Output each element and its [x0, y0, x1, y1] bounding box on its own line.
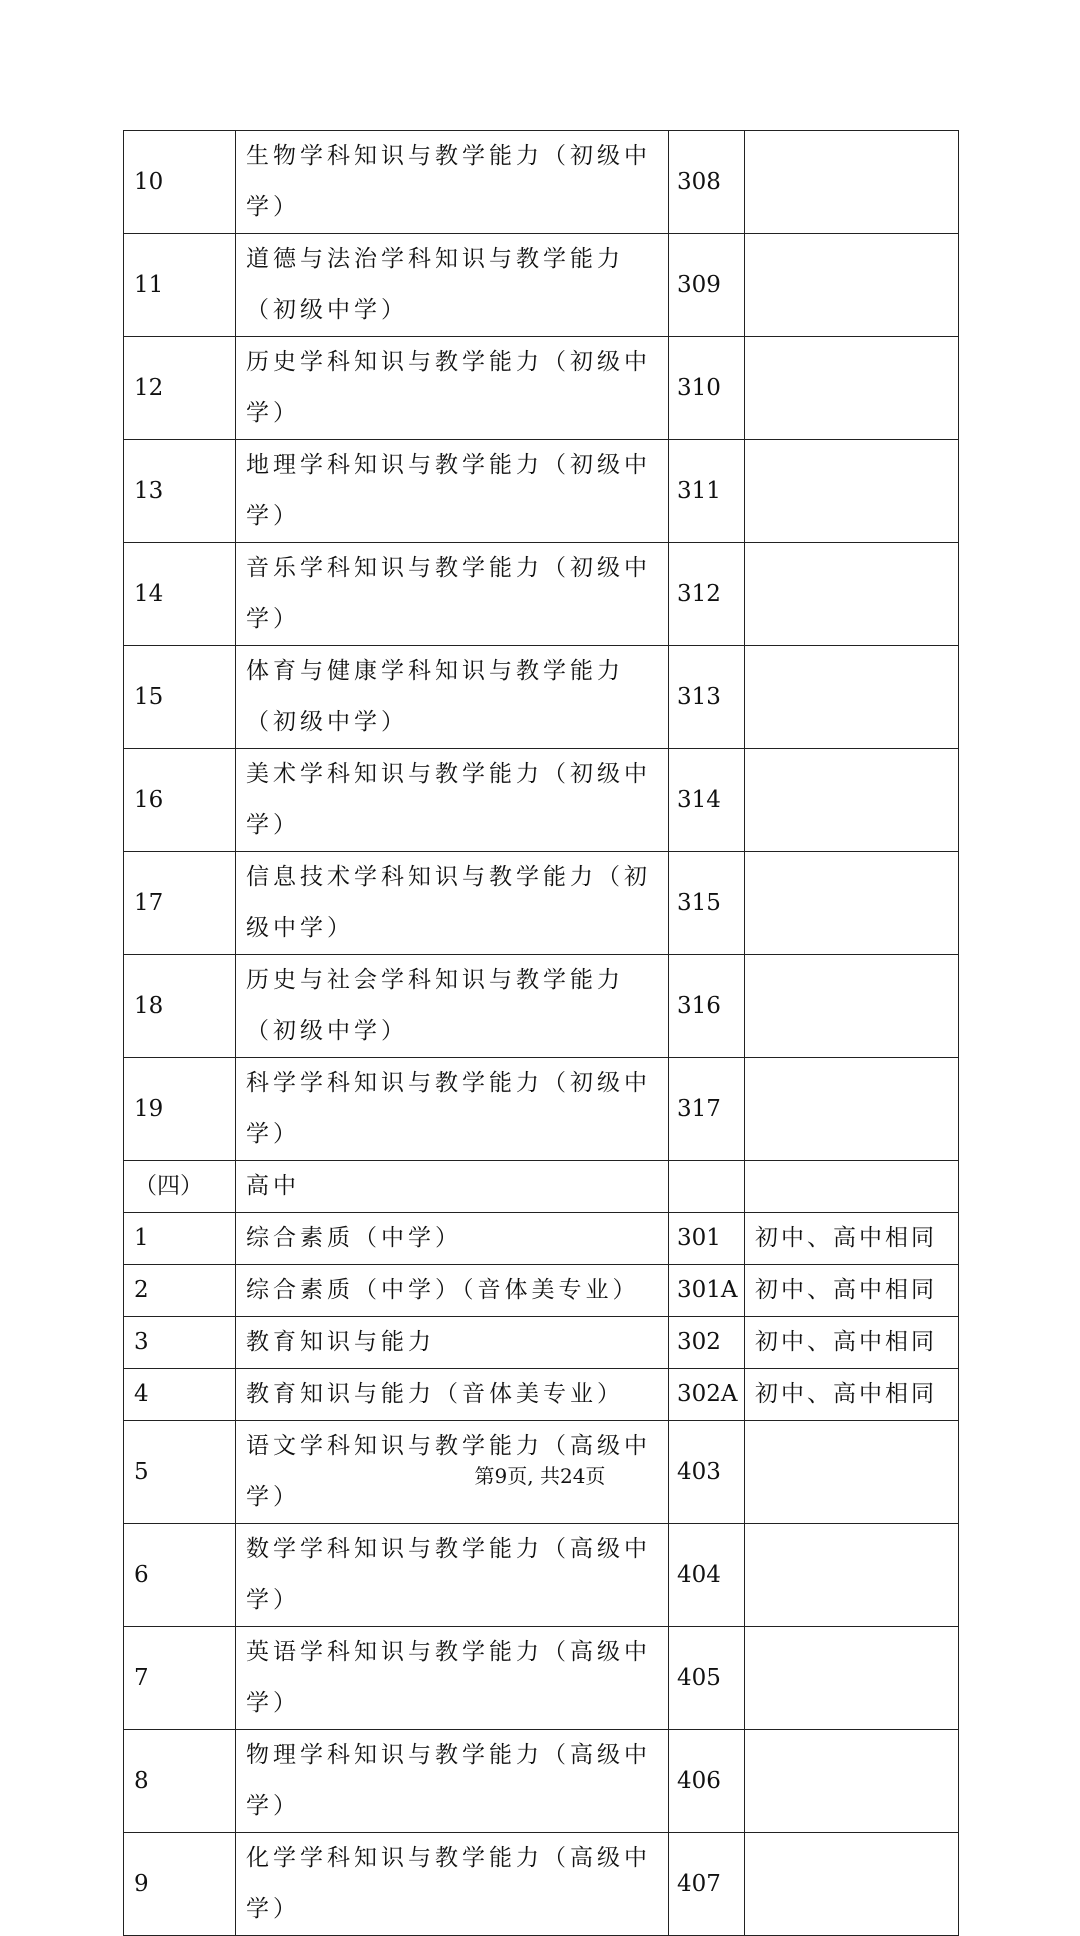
subject-name-cell: 道德与法治学科知识与教学能力（初级中学） — [236, 234, 669, 337]
row-number-cell: 9 — [124, 1833, 236, 1936]
subject-code-cell: 312 — [669, 543, 745, 646]
subject-code-cell: 317 — [669, 1058, 745, 1161]
subject-code-cell: 301A — [669, 1265, 745, 1317]
subject-code-cell: 404 — [669, 1524, 745, 1627]
subject-name-cell: 化学学科知识与教学能力（高级中学） — [236, 1833, 669, 1936]
row-number-cell: 11 — [124, 234, 236, 337]
subject-code-cell: 316 — [669, 955, 745, 1058]
subject-code-cell: 311 — [669, 440, 745, 543]
table-row — [124, 1317, 959, 1369]
subject-code-cell: 313 — [669, 646, 745, 749]
row-number-cell: 6 — [124, 1524, 236, 1627]
table-row — [124, 1161, 959, 1213]
row-number-cell: 13 — [124, 440, 236, 543]
table-row — [124, 955, 959, 1058]
table-row — [124, 852, 959, 955]
table-row — [124, 234, 959, 337]
remark-cell — [745, 131, 959, 234]
row-number-cell: 3 — [124, 1317, 236, 1369]
remark-cell — [745, 1161, 959, 1213]
subject-code-cell: 308 — [669, 131, 745, 234]
subject-name-cell: 科学学科知识与教学能力（初级中学） — [236, 1058, 669, 1161]
row-number-cell: 5 — [124, 1421, 236, 1524]
remark-cell — [745, 234, 959, 337]
page-number-footer: 第9页, 共24页 — [474, 1464, 606, 1488]
subject-code-cell: 301 — [669, 1213, 745, 1265]
subject-name-cell: 英语学科知识与教学能力（高级中学） — [236, 1627, 669, 1730]
subject-code-cell: 302A — [669, 1369, 745, 1421]
row-number-cell: 2 — [124, 1265, 236, 1317]
subject-code-cell — [669, 1161, 745, 1213]
subject-name-cell: 教育知识与能力（音体美专业） — [236, 1369, 669, 1421]
subject-name-cell: 物理学科知识与教学能力（高级中学） — [236, 1730, 669, 1833]
remark-cell — [745, 955, 959, 1058]
remark-cell — [745, 1627, 959, 1730]
table-row — [124, 1627, 959, 1730]
remark-cell — [745, 852, 959, 955]
row-number-cell: 17 — [124, 852, 236, 955]
row-number-cell: 4 — [124, 1369, 236, 1421]
table-row — [124, 337, 959, 440]
table-row — [124, 1833, 959, 1936]
table-row — [124, 440, 959, 543]
remark-cell — [745, 337, 959, 440]
table-row — [124, 749, 959, 852]
remark-cell — [745, 1833, 959, 1936]
subject-code-cell: 403 — [669, 1421, 745, 1524]
subject-name-cell: 教育知识与能力 — [236, 1317, 669, 1369]
subject-code-cell: 309 — [669, 234, 745, 337]
subject-name-cell: 历史与社会学科知识与教学能力（初级中学） — [236, 955, 669, 1058]
remark-cell — [745, 1730, 959, 1833]
table-row — [124, 1524, 959, 1627]
table-row — [124, 1730, 959, 1833]
remark-cell — [745, 1524, 959, 1627]
row-number-cell: 15 — [124, 646, 236, 749]
row-number-cell: 16 — [124, 749, 236, 852]
subject-code-cell: 310 — [669, 337, 745, 440]
subject-name-cell: 音乐学科知识与教学能力（初级中学） — [236, 543, 669, 646]
exam-subjects-table — [123, 130, 959, 1936]
table-row — [124, 646, 959, 749]
subject-name-cell: 综合素质（中学）（音体美专业） — [236, 1265, 669, 1317]
row-number-cell: 18 — [124, 955, 236, 1058]
subject-name-cell: 生物学科知识与教学能力（初级中学） — [236, 131, 669, 234]
remark-cell: 初中、高中相同 — [745, 1213, 959, 1265]
subject-name-cell: 综合素质（中学） — [236, 1213, 669, 1265]
row-number-cell: （四） — [124, 1161, 236, 1213]
subject-name-cell: 语文学科知识与教学能力（高级中学） — [236, 1421, 669, 1524]
subject-name-cell: 数学学科知识与教学能力（高级中学） — [236, 1524, 669, 1627]
table-row — [124, 1213, 959, 1265]
row-number-cell: 10 — [124, 131, 236, 234]
subject-code-cell: 315 — [669, 852, 745, 955]
remark-cell — [745, 543, 959, 646]
remark-cell: 初中、高中相同 — [745, 1369, 959, 1421]
row-number-cell: 19 — [124, 1058, 236, 1161]
subject-name-cell: 美术学科知识与教学能力（初级中学） — [236, 749, 669, 852]
subject-code-cell: 314 — [669, 749, 745, 852]
table-row — [124, 1265, 959, 1317]
row-number-cell: 12 — [124, 337, 236, 440]
remark-cell — [745, 749, 959, 852]
subject-name-cell: 高中 — [236, 1161, 669, 1213]
row-number-cell: 1 — [124, 1213, 236, 1265]
table-row — [124, 543, 959, 646]
row-number-cell: 8 — [124, 1730, 236, 1833]
table-row — [124, 1369, 959, 1421]
subject-name-cell: 历史学科知识与教学能力（初级中学） — [236, 337, 669, 440]
subject-name-cell: 信息技术学科知识与教学能力（初级中学） — [236, 852, 669, 955]
remark-cell — [745, 440, 959, 543]
subject-code-cell: 302 — [669, 1317, 745, 1369]
row-number-cell: 7 — [124, 1627, 236, 1730]
subject-name-cell: 体育与健康学科知识与教学能力（初级中学） — [236, 646, 669, 749]
remark-cell — [745, 1058, 959, 1161]
subject-code-cell: 405 — [669, 1627, 745, 1730]
table-body — [124, 131, 959, 1936]
remark-cell: 初中、高中相同 — [745, 1265, 959, 1317]
subject-name-cell: 地理学科知识与教学能力（初级中学） — [236, 440, 669, 543]
subject-code-cell: 407 — [669, 1833, 745, 1936]
table-row — [124, 131, 959, 234]
remark-cell — [745, 646, 959, 749]
subject-code-cell: 406 — [669, 1730, 745, 1833]
row-number-cell: 14 — [124, 543, 236, 646]
remark-cell: 初中、高中相同 — [745, 1317, 959, 1369]
table-row — [124, 1058, 959, 1161]
